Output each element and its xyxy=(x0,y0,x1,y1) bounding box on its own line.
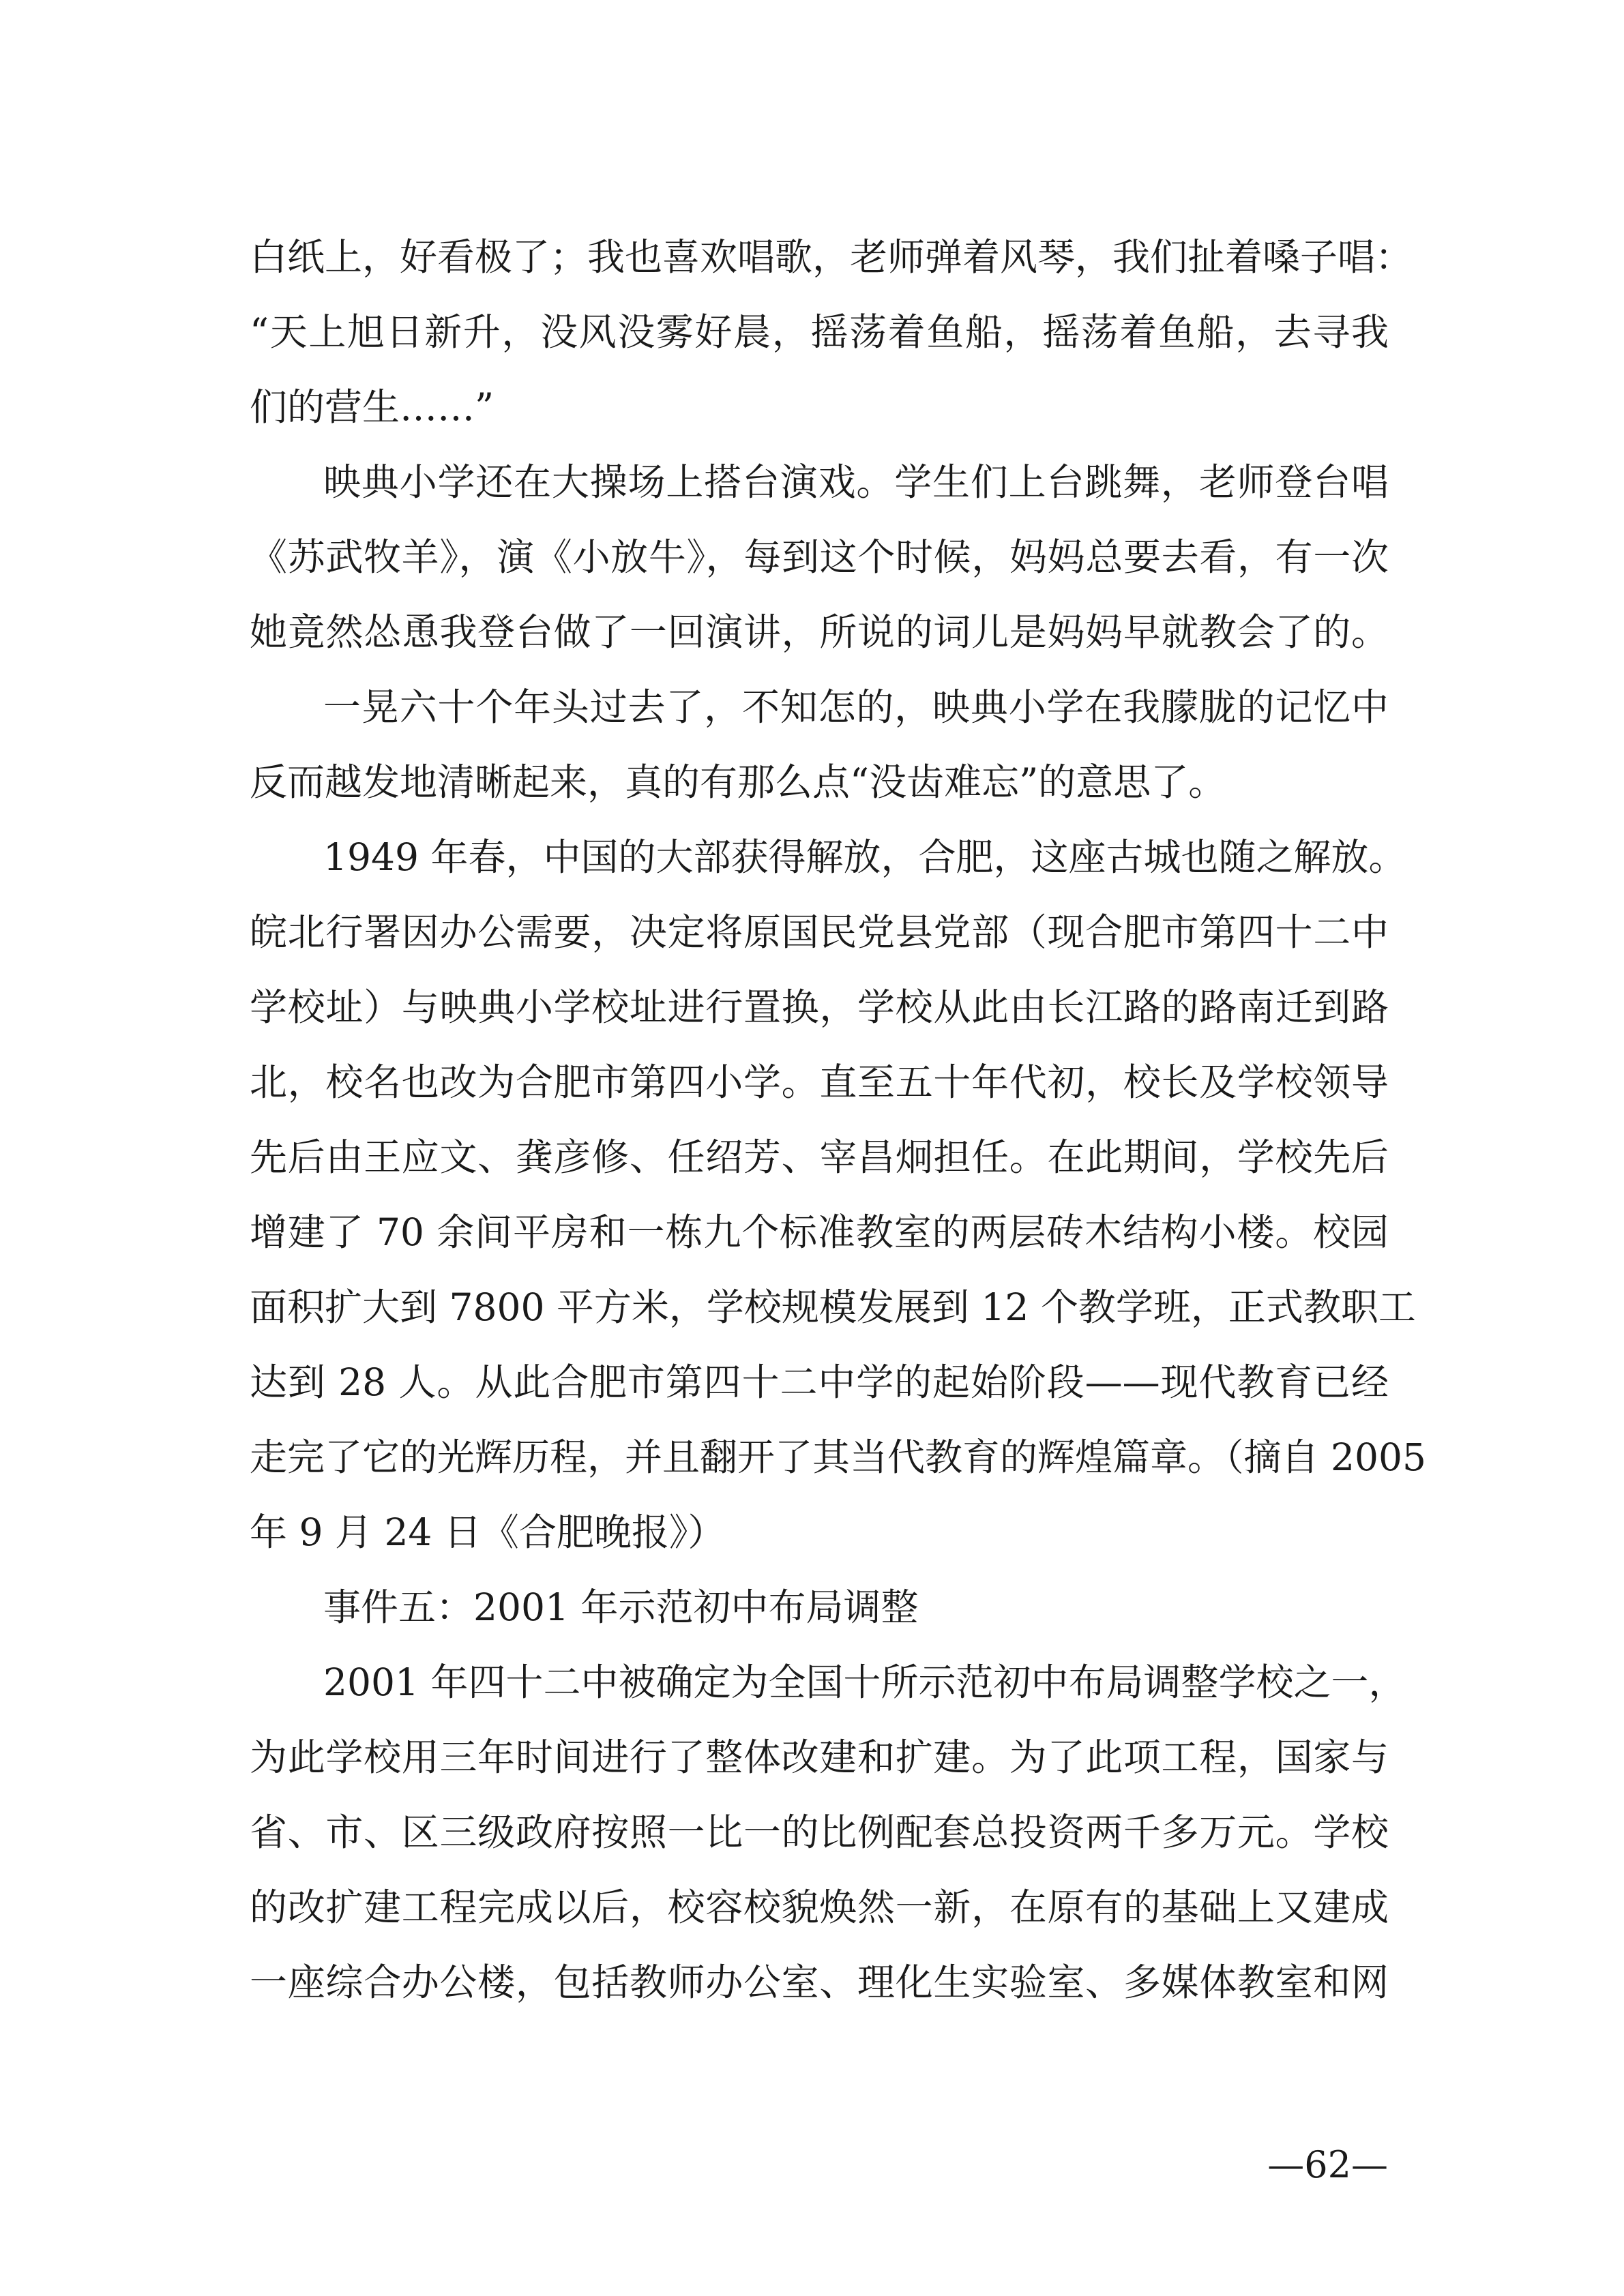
text-line: 《苏武牧羊》，演《小放牛》，每到这个时候，妈妈总要去看，有一次 xyxy=(250,535,1389,579)
document-body xyxy=(250,220,1426,2020)
text-line: 一座综合办公楼，包括教师办公室、理化生实验室、多媒体教室和网 xyxy=(250,1960,1389,2004)
text-line: 为此学校用三年时间进行了整体改建和扩建。为了此项工程，国家与 xyxy=(250,1735,1389,1779)
text-line: 面积扩大到 7800 平方米，学校规模发展到 12 个教学班，正式教职工 xyxy=(250,1285,1416,1329)
text-line: 增建了 70 余间平房和一栋九个标准教室的两层砖木结构小楼。校园 xyxy=(250,1210,1389,1254)
text-line: 的改扩建工程完成以后，校容校貌焕然一新，在原有的基础上又建成 xyxy=(250,1885,1389,1929)
paragraph-start-line: 映典小学还在大操场上搭台演戏。学生们上台跳舞，老师登台唱 xyxy=(323,460,1389,504)
text-line: 学校址）与映典小学校址进行置换，学校从此由长江路的路南迁到路 xyxy=(250,985,1389,1029)
paragraph-start-line: 2001 年四十二中被确定为全国十所示范初中布局调整学校之一， xyxy=(323,1660,1406,1704)
text-line: 达到 28 人。从此合肥市第四十二中学的起始阶段——现代教育已经 xyxy=(250,1360,1389,1404)
text-line: 白纸上，好看极了；我也喜欢唱歌，老师弹着风琴，我们扯着嗓子唱： xyxy=(250,235,1413,279)
text-line: 走完了它的光辉历程，并且翻开了其当代教育的辉煌篇章。（摘自 2005 xyxy=(250,1435,1426,1479)
section-heading: 事件五：2001 年示范初中布局调整 xyxy=(323,1585,919,1629)
text-line: 先后由王应文、龚彦修、任绍芳、宰昌炯担任。在此期间，学校先后 xyxy=(250,1135,1389,1179)
text-line: 们的营生……” xyxy=(250,385,494,429)
text-line: 皖北行署因办公需要，决定将原国民党县党部（现合肥市第四十二中 xyxy=(250,910,1389,954)
paragraph-start-line: 一晃六十个年头过去了，不知怎的，映典小学在我朦胧的记忆中 xyxy=(323,685,1389,729)
text-line: 省、市、区三级政府按照一比一的比例配套总投资两千多万元。学校 xyxy=(250,1810,1389,1854)
text-line: 北，校名也改为合肥市第四小学。直至五十年代初，校长及学校领导 xyxy=(250,1060,1389,1104)
page-number: —62— xyxy=(1267,2143,1388,2186)
text-line: “天上旭日新升，没风没雾好晨，摇荡着鱼船，摇荡着鱼船，去寻我 xyxy=(250,310,1389,354)
text-line: 她竟然怂恿我登台做了一回演讲，所说的词儿是妈妈早就教会了的。 xyxy=(250,610,1389,654)
text-line: 反而越发地清晰起来，真的有那么点“没齿难忘”的意思了。 xyxy=(250,760,1226,804)
text-line: 年 9 月 24 日《合肥晚报》） xyxy=(250,1510,726,1554)
paragraph-start-line: 1949 年春，中国的大部获得解放，合肥，这座古城也随之解放。 xyxy=(323,835,1406,879)
